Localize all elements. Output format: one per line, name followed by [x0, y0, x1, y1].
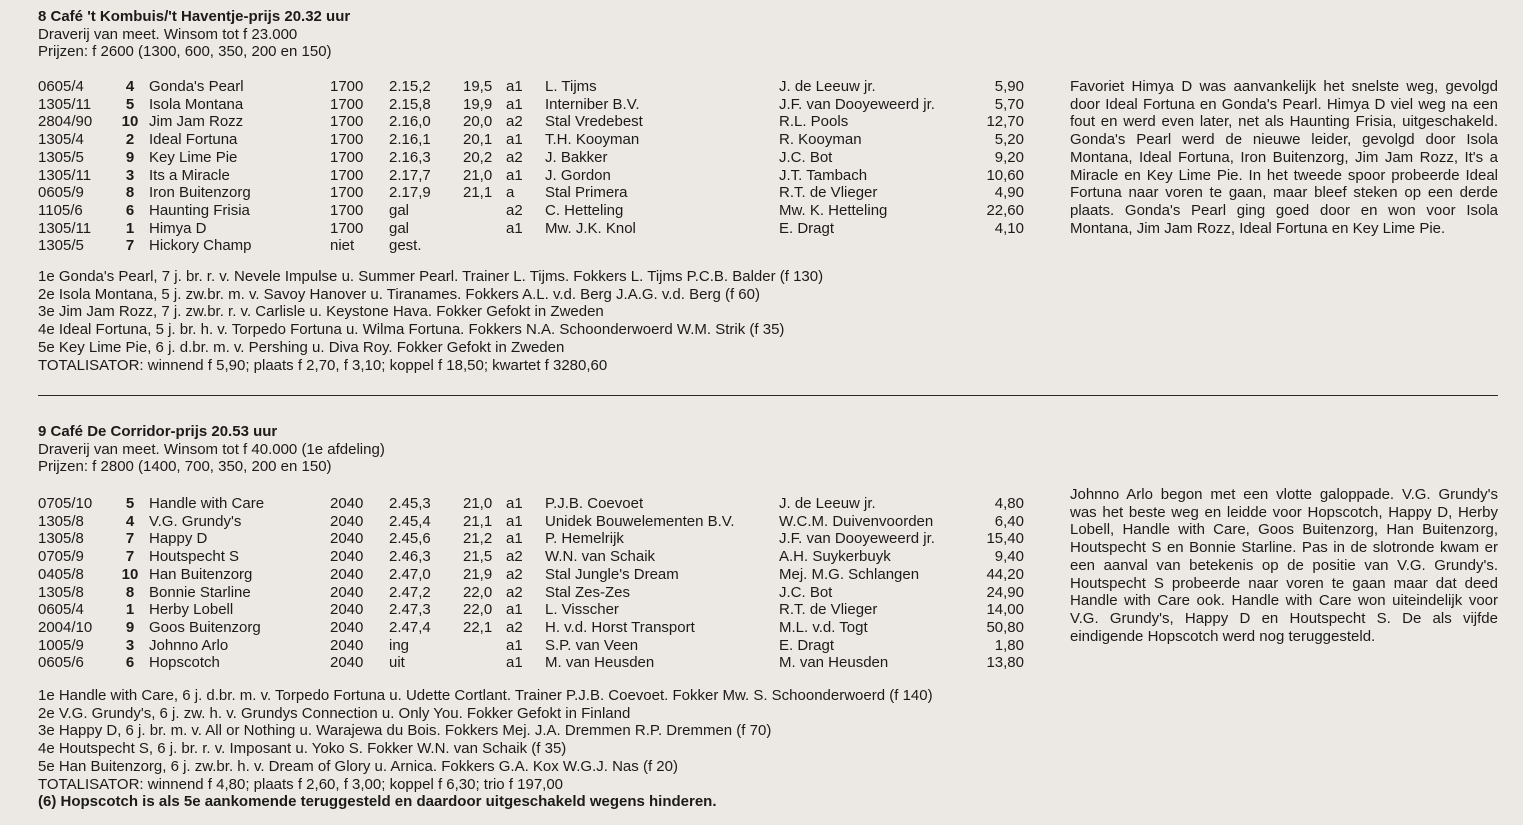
- cell-time: gal: [389, 219, 410, 237]
- cell-dist: 1700: [330, 166, 364, 184]
- cell-date: 1305/8: [38, 530, 84, 548]
- cell-time: 2.45,6: [389, 530, 431, 548]
- cell-cls: a1: [506, 636, 523, 654]
- cell-horse: Its a Miracle: [149, 166, 230, 184]
- cell-cls: a1: [506, 495, 523, 513]
- cell-time: 2.47,4: [389, 618, 431, 636]
- cell-dist: 1700: [330, 113, 364, 131]
- cell-date: 1305/11: [38, 95, 92, 113]
- cell-red: 21,5: [463, 548, 493, 566]
- cell-date: 2004/10: [38, 618, 93, 636]
- cell-time: 2.45,3: [389, 495, 431, 513]
- cell-dist: 2040: [330, 512, 364, 530]
- cell-num: 9: [125, 618, 135, 636]
- cell-horse: Hickory Champ: [149, 237, 252, 255]
- cell-red: 22,1: [463, 618, 493, 636]
- cell-driver: R.L. Pools: [779, 113, 849, 131]
- cell-odds: 14,00: [986, 601, 1024, 619]
- table-row: [38, 237, 1500, 255]
- cell-cls: a2: [506, 201, 523, 219]
- cell-horse: Herby Lobell: [149, 601, 234, 619]
- cell-dist: 1700: [330, 95, 364, 113]
- cell-driver: J.F. van Dooyeweerd jr.: [779, 95, 935, 113]
- cell-horse: Happy D: [149, 530, 208, 548]
- cell-time: 2.45,4: [389, 512, 431, 530]
- cell-date: 0405/8: [38, 565, 84, 583]
- race-title: 9 Café De Corridor-prijs 20.53 uur: [38, 423, 278, 440]
- cell-red: 20,0: [463, 113, 493, 131]
- cell-odds: 5,90: [994, 78, 1024, 96]
- placing-line: 2e Isola Montana, 5 j. zw.br. m. v. Savoy Hanover u. Tiranames. Fokkers A.L. v.d. Berg J.A.G. v.d. Berg (f 60): [38, 285, 760, 303]
- race-header: [38, 8, 1500, 61]
- cell-date: 2804/90: [38, 113, 93, 131]
- cell-owner: Interniber B.V.: [545, 95, 640, 113]
- cell-cls: a1: [506, 131, 523, 149]
- cell-horse: Bonnie Starline: [149, 583, 251, 601]
- cell-odds: 22,60: [986, 201, 1024, 219]
- cell-dist: 2040: [330, 618, 364, 636]
- cell-driver: J.T. Tambach: [779, 166, 868, 184]
- cell-cls: a2: [506, 583, 523, 601]
- cell-red: 19,5: [463, 78, 493, 96]
- cell-num: 8: [125, 583, 135, 601]
- cell-dist: 1700: [330, 201, 364, 219]
- cell-time: gest.: [389, 237, 422, 255]
- cell-driver: Mw. K. Hetteling: [779, 201, 888, 219]
- cell-num: 7: [125, 530, 135, 548]
- cell-odds: 50,80: [986, 618, 1024, 636]
- cell-driver: R. Kooyman: [779, 131, 862, 149]
- cell-num: 6: [125, 201, 135, 219]
- placing-line: 1e Gonda's Pearl, 7 j. br. r. v. Nevele Impulse u. Summer Pearl. Trainer L. Tijms. Fokkers L. Tijms P.C.B. Balder (f 130): [38, 267, 824, 285]
- cell-num: 4: [125, 512, 135, 530]
- cell-date: 1305/8: [38, 583, 84, 601]
- cell-cls: a1: [506, 512, 523, 530]
- cell-num: 1: [125, 601, 135, 619]
- cell-horse: Houtspecht S: [149, 548, 240, 566]
- race-title: 8 Café 't Kombuis/'t Haventje-prijs 20.32 uur: [38, 8, 351, 25]
- table-row: [38, 654, 1500, 672]
- cell-date: 1305/11: [38, 219, 92, 237]
- cell-time: 2.16,3: [389, 148, 431, 166]
- placing-line: 3e Happy D, 6 j. br. m. v. All or Nothing u. Warajewa du Bois. Fokkers Mej. J.A. Dremmen R.P. Dremmen (f 70): [38, 722, 772, 740]
- cell-num: 10: [121, 113, 139, 131]
- placings-list: [38, 268, 1500, 374]
- cell-driver: E. Dragt: [779, 219, 835, 237]
- cell-cls: a2: [506, 113, 523, 131]
- section-divider: [38, 395, 1498, 396]
- cell-red: 20,2: [463, 148, 493, 166]
- race-header: [38, 423, 1500, 476]
- cell-horse: Ideal Fortuna: [149, 131, 238, 149]
- cell-dist: 1700: [330, 78, 364, 96]
- placing-line: 1e Handle with Care, 6 j. d.br. m. v. Torpedo Fortuna u. Udette Cortlant. Trainer P.J.B. Coevoet. Fokker Mw. S. Schoonderwoerd (f 140): [38, 686, 933, 704]
- cell-time: 2.47,2: [389, 583, 431, 601]
- cell-date: 0605/4: [38, 601, 84, 619]
- cell-owner: M. van Heusden: [545, 654, 655, 672]
- cell-horse: Key Lime Pie: [149, 148, 238, 166]
- cell-odds: 44,20: [986, 565, 1024, 583]
- cell-cls: a2: [506, 565, 523, 583]
- cell-date: 1305/11: [38, 166, 92, 184]
- cell-odds: 10,60: [986, 166, 1024, 184]
- placing-line: 2e V.G. Grundy's, 6 j. zw. h. v. Grundys Connection u. Only You. Fokker Gefokt in Finland: [38, 704, 631, 722]
- cell-owner: S.P. van Veen: [545, 636, 639, 654]
- cell-owner: Stal Primera: [545, 184, 628, 202]
- cell-driver: J.C. Bot: [779, 583, 833, 601]
- cell-red: 21,0: [463, 166, 493, 184]
- cell-horse: Johnno Arlo: [149, 636, 229, 654]
- cell-horse: Haunting Frisia: [149, 201, 250, 219]
- cell-horse: Goos Buitenzorg: [149, 618, 261, 636]
- cell-red: 21,1: [463, 184, 493, 202]
- cell-num: 5: [125, 95, 135, 113]
- cell-time: 2.47,3: [389, 601, 431, 619]
- cell-owner: J. Bakker: [545, 148, 608, 166]
- cell-odds: 1,80: [994, 636, 1024, 654]
- race-conditions: Draverij van meet. Winsom tot f 40.000 (1e afdeling): [38, 440, 385, 458]
- cell-time: 2.16,0: [389, 113, 431, 131]
- cell-num: 3: [125, 636, 135, 654]
- cell-cls: a1: [506, 95, 523, 113]
- cell-red: 21,9: [463, 565, 493, 583]
- cell-red: 20,1: [463, 131, 493, 149]
- cell-num: 9: [125, 148, 135, 166]
- cell-owner: Stal Jungle's Dream: [545, 565, 679, 583]
- placing-line: 3e Jim Jam Rozz, 7 j. zw.br. r. v. Carlisle u. Keystone Hava. Fokker Gefokt in Zweden: [38, 303, 604, 321]
- cell-owner: T.H. Kooyman: [545, 131, 640, 149]
- cell-odds: 5,20: [994, 131, 1024, 149]
- cell-num: 5: [125, 495, 135, 513]
- cell-owner: Stal Zes-Zes: [545, 583, 631, 601]
- cell-cls: a2: [506, 148, 523, 166]
- cell-time: 2.15,8: [389, 95, 431, 113]
- cell-date: 1305/8: [38, 512, 84, 530]
- cell-owner: L. Visscher: [545, 601, 619, 619]
- cell-owner: H. v.d. Horst Transport: [545, 618, 695, 636]
- cell-cls: a1: [506, 530, 523, 548]
- cell-time: 2.15,2: [389, 78, 431, 96]
- cell-driver: R.T. de Vlieger: [779, 601, 878, 619]
- cell-dist: 2040: [330, 583, 364, 601]
- cell-cls: a1: [506, 78, 523, 96]
- cell-driver: J.C. Bot: [779, 148, 833, 166]
- cell-date: 1005/9: [38, 636, 84, 654]
- cell-date: 1305/4: [38, 131, 84, 149]
- cell-driver: W.C.M. Duivenvoorden: [779, 512, 934, 530]
- cell-cls: a: [506, 184, 515, 202]
- cell-red: 21,0: [463, 495, 493, 513]
- cell-horse: Iron Buitenzorg: [149, 184, 251, 202]
- cell-dist: 2040: [330, 530, 364, 548]
- cell-num: 6: [125, 654, 135, 672]
- race-prizes: Prijzen: f 2600 (1300, 600, 350, 200 en 150): [38, 43, 332, 61]
- cell-dist: 1700: [330, 131, 364, 149]
- cell-odds: 24,90: [986, 583, 1024, 601]
- cell-date: 1305/5: [38, 237, 84, 255]
- cell-odds: 9,40: [994, 548, 1024, 566]
- race-conditions: Draverij van meet. Winsom tot f 23.000: [38, 25, 298, 43]
- disqualification-note: (6) Hopscotch is als 5e aankomende teruggesteld en daardoor uitgeschakeld wegens hinderen.: [38, 793, 717, 811]
- cell-dist: 1700: [330, 219, 364, 237]
- cell-time: 2.17,7: [389, 166, 431, 184]
- cell-time: ing: [389, 636, 410, 654]
- cell-cls: a1: [506, 601, 523, 619]
- cell-date: 1305/5: [38, 148, 84, 166]
- cell-dist: 2040: [330, 636, 364, 654]
- cell-driver: M. van Heusden: [779, 654, 889, 672]
- cell-dist: 2040: [330, 495, 364, 513]
- cell-dist: 1700: [330, 184, 364, 202]
- cell-red: 22,0: [463, 583, 493, 601]
- placing-line: 4e Ideal Fortuna, 5 j. br. h. v. Torpedo Fortuna u. Wilma Fortuna. Fokkers N.A. Schoonderwoerd W.M. Strik (f 35): [38, 321, 785, 339]
- cell-odds: 4,80: [994, 495, 1024, 513]
- cell-owner: W.N. van Schaik: [545, 548, 656, 566]
- cell-horse: Han Buitenzorg: [149, 565, 253, 583]
- cell-time: 2.17,9: [389, 184, 431, 202]
- cell-num: 7: [125, 548, 135, 566]
- cell-num: 1: [125, 219, 135, 237]
- cell-time: uit: [389, 654, 405, 672]
- cell-num: 2: [125, 131, 135, 149]
- cell-driver: R.T. de Vlieger: [779, 184, 878, 202]
- cell-horse: Hopscotch: [149, 654, 220, 672]
- cell-owner: P. Hemelrijk: [545, 530, 624, 548]
- cell-odds: 6,40: [994, 512, 1024, 530]
- cell-cls: a2: [506, 548, 523, 566]
- race-section: [38, 8, 1500, 374]
- cell-owner: C. Hetteling: [545, 201, 624, 219]
- cell-driver: E. Dragt: [779, 636, 835, 654]
- cell-time: gal: [389, 201, 410, 219]
- cell-driver: A.H. Suykerbuyk: [779, 548, 891, 566]
- cell-horse: Gonda's Pearl: [149, 78, 244, 96]
- cell-num: 8: [125, 184, 135, 202]
- race-comment: Johnno Arlo begon met een vlotte galoppade. V.G. Grundy's was het beste weg en leidde voor Hopscotch, Happy D, Herby Lobell, Handle with Care, Goos Buitenzorg, Han Buitenzorg, Houtspecht S en Bonnie Starline. Pas in de slotronde kwam er een aanval van betekenis op de positie van V.G. Grundy's. Houtspecht S probeerde naar voren te gaan maar dat deed Handle with Care ook. Handle with Care won uiteindelijk voor V.G. Grundy's, Happy D en Houtspecht S. De als vijfde eindigende Hopscotch werd nog teruggesteld.: [1070, 486, 1498, 645]
- race-section: [38, 423, 1500, 811]
- cell-num: 7: [125, 237, 135, 255]
- placing-line: 5e Han Buitenzorg, 6 j. zw.br. h. v. Dream of Glory u. Arnica. Fokkers G.A. Kox W.G.J. Nas (f 20): [38, 757, 678, 775]
- cell-cls: a1: [506, 166, 523, 184]
- cell-date: 0705/10: [38, 495, 93, 513]
- cell-red: 21,1: [463, 512, 493, 530]
- cell-date: 0605/6: [38, 654, 84, 672]
- cell-odds: 13,80: [986, 654, 1024, 672]
- cell-time: 2.46,3: [389, 548, 431, 566]
- cell-num: 3: [125, 166, 135, 184]
- cell-red: 19,9: [463, 95, 493, 113]
- cell-horse: V.G. Grundy's: [149, 512, 242, 530]
- cell-driver: J. de Leeuw jr.: [779, 495, 876, 513]
- cell-red: 22,0: [463, 601, 493, 619]
- cell-owner: Mw. J.K. Knol: [545, 219, 636, 237]
- cell-driver: M.L. v.d. Togt: [779, 618, 868, 636]
- cell-owner: Unidek Bouwelementen B.V.: [545, 512, 735, 530]
- cell-horse: Jim Jam Rozz: [149, 113, 244, 131]
- cell-odds: 4,10: [994, 219, 1024, 237]
- cell-num: 10: [121, 565, 139, 583]
- cell-red: 21,2: [463, 530, 493, 548]
- cell-dist: 1700: [330, 148, 364, 166]
- placings-list: [38, 687, 1500, 793]
- cell-dist: 2040: [330, 565, 364, 583]
- cell-date: 0605/4: [38, 78, 84, 96]
- cell-dist: niet: [330, 237, 355, 255]
- race-comment: Favoriet Himya D was aanvankelijk het snelste weg, gevolgd door Ideal Fortuna en Gonda's Pearl. Himya D viel weg na een fout en werd even later, net als Haunting Frisia, uitgeschakeld. Gonda's Pearl werd de nieuwe leider, gevolgd door Isola Montana, Ideal Fortuna, Iron Buitenzorg, Jim Jam Rozz, It's a Miracle en Key Lime Pie. In het tweede spoor probeerde Ideal Fortuna naar voren te gaan, maar bleef steken op een derde plaats. Gonda's Pearl ging goed door en won voor Isola Montana, Jim Jam Rozz, Ideal Fortuna en Key Lime Pie.: [1070, 78, 1498, 237]
- cell-odds: 12,70: [986, 113, 1024, 131]
- cell-time: 2.16,1: [389, 131, 431, 149]
- cell-horse: Handle with Care: [149, 495, 265, 513]
- cell-owner: Stal Vredebest: [545, 113, 643, 131]
- cell-cls: a1: [506, 654, 523, 672]
- placing-line: 4e Houtspecht S, 6 j. br. r. v. Imposant u. Yoko S. Fokker W.N. van Schaik (f 35): [38, 740, 567, 758]
- race-prizes: Prijzen: f 2800 (1400, 700, 350, 200 en 150): [38, 458, 332, 476]
- cell-owner: J. Gordon: [545, 166, 611, 184]
- cell-date: 1105/6: [38, 201, 83, 219]
- cell-driver: J. de Leeuw jr.: [779, 78, 876, 96]
- cell-cls: a2: [506, 618, 523, 636]
- placing-line: 5e Key Lime Pie, 6 j. d.br. m. v. Pershing u. Diva Roy. Fokker Gefokt in Zweden: [38, 338, 565, 356]
- cell-odds: 9,20: [994, 148, 1024, 166]
- cell-odds: 15,40: [986, 530, 1024, 548]
- placing-line: TOTALISATOR: winnend f 4,80; plaats f 2,60, f 3,00; koppel f 6,30; trio f 197,00: [38, 775, 564, 793]
- cell-horse: Isola Montana: [149, 95, 244, 113]
- placing-line: TOTALISATOR: winnend f 5,90; plaats f 2,70, f 3,10; koppel f 18,50; kwartet f 3280,60: [38, 356, 608, 374]
- cell-dist: 2040: [330, 601, 364, 619]
- cell-cls: a1: [506, 219, 523, 237]
- cell-owner: P.J.B. Coevoet: [545, 495, 644, 513]
- cell-driver: Mej. M.G. Schlangen: [779, 565, 920, 583]
- cell-horse: Himya D: [149, 219, 207, 237]
- cell-date: 0705/9: [38, 548, 84, 566]
- cell-dist: 2040: [330, 654, 364, 672]
- cell-odds: 4,90: [994, 184, 1024, 202]
- cell-odds: 5,70: [994, 95, 1024, 113]
- cell-owner: L. Tijms: [545, 78, 597, 96]
- cell-dist: 2040: [330, 548, 364, 566]
- cell-time: 2.47,0: [389, 565, 431, 583]
- cell-date: 0605/9: [38, 184, 84, 202]
- cell-driver: J.F. van Dooyeweerd jr.: [779, 530, 935, 548]
- cell-num: 4: [125, 78, 135, 96]
